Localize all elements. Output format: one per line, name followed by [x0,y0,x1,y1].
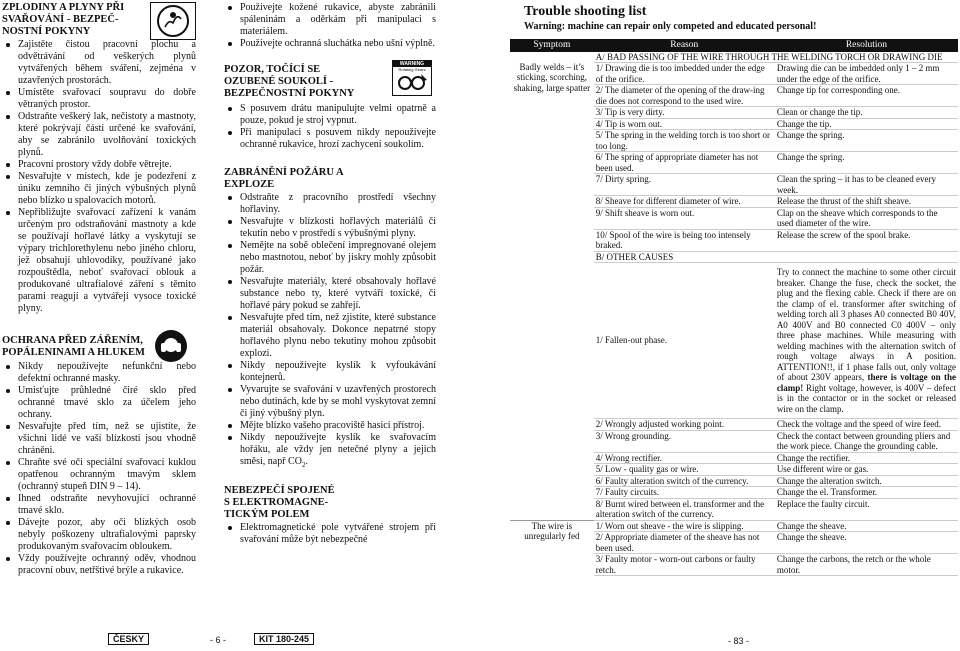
list-item: Nepřibližujte svařovací zařízení k vanám určeným pro odstraňování mastnoty a kde se používají hořlavé látky a vyskytují se výpary trichlorethylenu nebo jiného chloru, jež obsahují uhlovodíky, používané jako rozpouštědla, neboť svařovací oblouk a produkované ultrafialové záření s těmito parami reagují a vytvářejí vysoce toxické plyny. [18,207,196,314]
resolution-cell: Drawing die can be imbedded only 1 – 2 mm under the edge of the orifice. [775,63,958,85]
reason-cell: 2/ The diameter of the opening of the draw-ing die does not correspond to the used wire. [594,85,775,107]
left-column-2 [222,0,434,546]
reason-cell: 4/ Tip is worn out. [594,118,775,130]
left-footer-lang: ČESKY [108,634,149,645]
list-item: Pracovní prostory vždy dobře větrejte. [18,159,196,171]
resolution-cell: Change the spring. [775,130,958,152]
reason-cell: 1/ Drawing die is too imbedded under the edge of the orifice. [594,63,775,85]
symptom-cell: The wire is unregularly fed [510,520,594,576]
troubleshooting-title: Trouble shooting list [524,4,647,19]
fumes-list [0,39,196,315]
emf-list [222,522,436,546]
troubleshooting-table [510,39,958,576]
resolution-cell: Change the alteration switch. [775,475,958,487]
symptom-cell: Badly welds – it’s sticking, scorching, shaking, large spatter [513,61,591,93]
table-row [510,520,958,532]
section-radiation [0,333,212,577]
group-heading: A/ BAD PASSING OF THE WIRE THROUGH THE WELDING TORCH OR DRAWING DIE [594,52,958,63]
section-radiation-title: OCHRANA PŘED ZÁŘENÍM, POPÁLENINAMI A HLUKEM [2,335,145,358]
section-emf-title: NEBEZPEČÍ SPOJENÉ S ELEKTROMAGNE- TICKÝM POLEM [224,485,335,520]
reason-cell: 3/ Wrong grounding. [594,430,775,452]
resolution-cell: Change the carbons, the retch or the whole motor. [775,554,958,576]
list-item: Umístěte svařovací soupravu do dobře větraných prostor. [18,87,196,110]
resolution-cell: Clap on the sheave which corresponds to the used diameter of the wire. [775,207,958,229]
section-fire-title: ZABRÁNĚNÍ POŽÁRU A EXPLOZE [224,167,344,190]
resolution-cell: Check the voltage and the speed of wire feed. [775,419,958,431]
list-item: Při manipulaci s posuvem nikdy nepoužívejte ochranné rukavice, hrozí zachycení soukolím. [240,127,436,150]
list-item: Chraňte své oči speciální svařovací kuklou opatřenou ochranným tmavým sklem (ochranný stupeň DIN 9 – 14). [18,457,196,492]
list-item: Používejte kožené rukavice, abyste zabránili spáleninám a oděrkám při manipulaci s materiálem. [240,2,436,37]
list-item: Elektromagnetické pole vytvářené strojem při svařování může být nebezpečné [240,522,436,545]
header-symptom: Symptom [510,39,594,52]
resolution-cell: Use different wire or gas. [775,464,958,476]
list-item: Nesvařujte před tím, než zjistíte, které substance materiál obsahovaly. Dokonce nepatrné stopy hořlavého plynu nebo tekutiny mohou způsobit explozi. [240,312,436,359]
warning-label: WARNING [393,61,431,67]
resolution-cell: Clean the spring – it has to be cleaned every week. [775,174,958,196]
list-item: Umisťujte průhledné čiré sklo před ochranné tmavé sklo za účelem jeho ochrany. [18,385,196,420]
section-fumes-title: ZPLODINY A PLYNY PŘI SVAŘOVÁNÍ - BEZPEČ- NOSTNÍ POKYNY [2,2,125,37]
list-item: Nesvařujte materiály, které obsahovaly hořlavé substance nebo ty, které vytváří toxické, či hořlavé páry pokud se zahřejí. [240,276,436,311]
reason-cell: 4/ Wrong rectifier. [594,452,775,464]
list-item: Nesvařujte v blízkosti hořlavých materiálů či tekutin nebo v prostředí s výbušnými plyny. [240,216,436,239]
section-fire [222,165,434,471]
resolution-cell: Change the sheave. [775,520,958,532]
list-item: Mějte blízko vašeho pracoviště hasicí přístroj. [240,420,436,432]
list-item: Používejte ochranná sluchátka nebo ušní výplně. [240,38,435,49]
section-emf [222,483,434,546]
rotating-gears-warning-icon [392,60,432,96]
list-item: Ihned odstraňte nevyhovující ochranné tmavé sklo. [18,493,196,516]
table-row [510,52,958,63]
reason-cell: 6/ The spring of appropriate diameter has not been used. [594,152,775,174]
section-gears-title: POZOR, TOČÍCÍ SE OZUBENÉ SOUKOLÍ - BEZPEČNOSTNÍ POKYNY [224,64,355,99]
troubleshooting-warning: Warning: machine can repair only competed and educated personal! [524,21,817,32]
resolution-cell: Try to connect the machine to some other circuit breaker. Change the fuse, check the socket, the plug and the flexing cable. Check if there are on the clamp of el. transformer after switching of welding torch all 3 phases A0 connected B0 40V, A0 400V and B0 connected C0 400V – only three phase machines. While measuring with welding machines with the alternation switch of rough voltage always in A position. ATTENTION!!, if 1 phase falls out, only voltage of about 230V appears, there is voltage on the clamp! Right voltage, however, is 400V – defect is in the contactor or in the socket or released wire on the clamp. [775,263,958,419]
ear-protection-icon [150,329,192,363]
reason-cell: 8/ Burnt wired between el. transformer and the alteration switch of the currency. [594,498,775,520]
reason-cell: 2/ Wrongly adjusted working point. [594,419,775,431]
list-item: Nesvařujte před tím, než se ujistíte, že všichni lidé ve vaší blízkosti jsou vhodně chráněni. [18,421,196,456]
list-item: Zajistěte čistou pracovní plochu a odvětrávání od veškerých plynů vytvářených během sváření, zejména v uzavřených prostorách. [18,39,196,86]
list-item: Odstraňte z pracovního prostředí všechny hořlaviny. [240,192,436,215]
list-item: Nemějte na sobě oblečení impregnované olejem nebo mastnotou, neboť by jiskry mohly způsobit požár. [240,240,436,275]
list-item: Dávejte pozor, aby oči blízkých osob nebyly poškozeny ultrafialovými paprsky produkovaným svařovacím obloukem. [18,517,196,552]
warning-sub-label: Rotating Gears [398,67,426,72]
section-gears [222,62,434,151]
reason-cell: 5/ Low - quality gas or wire. [594,464,775,476]
reason-cell: 9/ Shift sheave is worn out. [594,207,775,229]
list-item: Vyvarujte se svařování v uzavřených prostorech nebo dutinách, kde by se mohl vyskytovat zemní či jiný výbušný plyn. [240,384,436,419]
reason-cell: 8/ Sheave for different diameter of wire. [594,196,775,208]
header-reason: Reason [594,39,775,52]
reason-cell: 1/ Fallen-out phase. [594,263,775,419]
reason-cell: 7/ Faulty circuits. [594,487,775,499]
reason-cell: 2/ Appropriate diameter of the sheave has not been used. [594,532,775,554]
right-page [496,0,960,576]
reason-cell: 6/ Faulty alteration switch of the currency. [594,475,775,487]
radiation-list [0,361,196,577]
resolution-cell: Check the contact between grounding pliers and the work piece. Change the grounding cable. [775,430,958,452]
list-item: Nikdy nepoužívejte kyslík ke svařovacím hořáku, ale vždy jen netečné plyny a jejich směsi, např $CO_2$. [240,432,436,469]
left-footer-model: KIT 180-245 [254,634,314,645]
resolution-cell: Release the screw of the spool brake. [775,229,958,251]
reason-cell: 7/ Dirty spring. [594,174,775,196]
resolution-cell: Change tip for corresponding one. [775,85,958,107]
left-footer-page: - 6 - [210,635,227,645]
list-item: Nikdy nepoužívejte nefunkční nebo defektní ochranné masky. [18,361,196,384]
resolution-cell: Clean or change the tip. [775,107,958,119]
reason-cell: 3/ Tip is very dirty. [594,107,775,119]
reason-cell: 5/ The spring in the welding torch is too short or too long. [594,130,775,152]
radiation-list-continued [222,2,436,50]
list-item: Vždy používejte ochranný oděv, vhodnou pracovní obuv, netřštivé brýle a rukavice. [18,553,196,576]
resolution-cell: Change the tip. [775,118,958,130]
list-item: Nesvařujte v místech, kde je podezření z úniku zemního či jiných výbušných plynů nebo blízko u spalovacích motorů. [18,171,196,206]
resolution-cell: Change the el. Transformer. [775,487,958,499]
list-item: Nikdy nepoužívejte kyslík k vyfoukávání kontejnerů. [240,360,436,383]
reason-cell: 3/ Faulty motor - worn-out carbons or faulty retch. [594,554,775,576]
resolution-cell: Change the sheave. [775,532,958,554]
reason-cell: 1/ Worn out sheave - the wire is slipping. [594,520,775,532]
section-fumes [0,0,212,315]
right-footer-page: - 83 - [728,636,750,646]
header-resolution: Resolution [775,39,958,52]
list-item: Odstraňte veškerý lak, nečistoty a mastnoty, které pokrývají části určené ke svařování, aby se zabránilo uvolňování toxických plynů. [18,111,196,158]
table-header-row [510,39,958,52]
group-heading: B/ OTHER CAUSES [594,251,958,263]
reason-cell: 10/ Spool of the wire is being too intensely braked. [594,229,775,251]
fire-list [222,192,436,471]
gears-list [222,103,436,151]
resolution-cell: Replace the faulty circuit. [775,498,958,520]
resolution-cell: Change the spring. [775,152,958,174]
resolution-cell: Release the thrust of the shift sheave. [775,196,958,208]
left-column-1 [0,0,212,577]
fumes-warning-icon [150,2,196,40]
resolution-cell: Change the rectifier. [775,452,958,464]
list-item: S posuvem drátu manipulujte velmi opatrně a pouze, pokud je stroj vypnut. [240,103,436,126]
